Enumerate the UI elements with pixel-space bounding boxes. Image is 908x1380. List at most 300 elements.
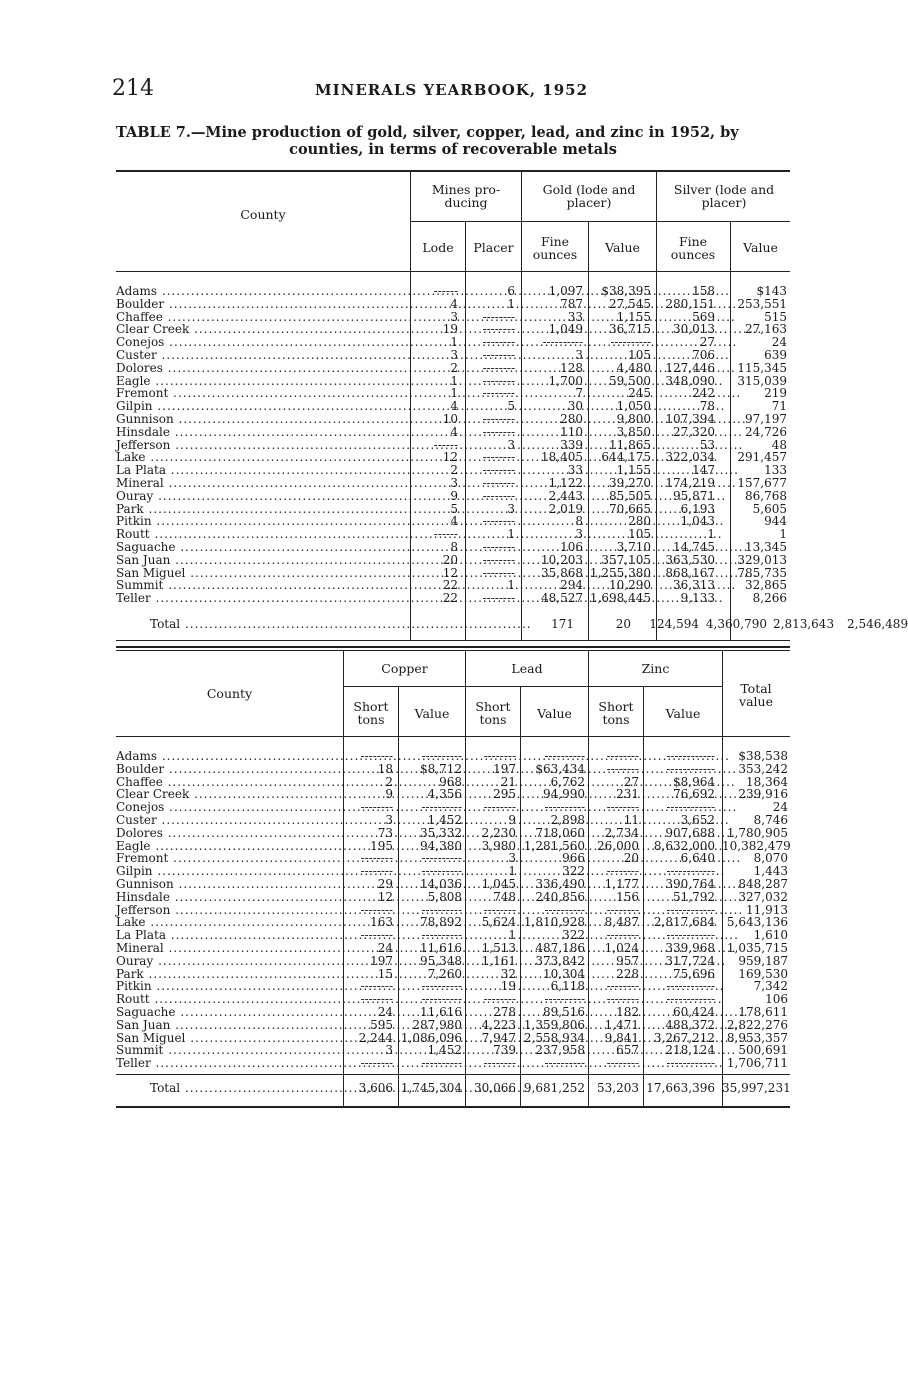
cell-gold-ounces: 7: [575, 386, 583, 401]
table-row: [116, 1019, 790, 1032]
county-name: Summit .....: [116, 579, 408, 592]
cell-zinc-tons: --------: [606, 761, 639, 776]
table-row: [116, 750, 790, 763]
county-name: Conejos .....: [116, 801, 341, 814]
table-row: [116, 942, 790, 955]
cell-total-value: 106: [765, 992, 788, 1007]
county-name: Pitkin .....: [116, 980, 341, 993]
county-name: La Plata .....: [116, 464, 408, 477]
cell-gold-value: 36,715: [609, 322, 651, 337]
cell-copper-tons: --------: [360, 992, 393, 1007]
county-name: Gunnison .....: [116, 413, 408, 426]
cell-copper-tons: --------: [360, 1056, 393, 1071]
county-name: Ouray .....: [116, 955, 341, 968]
t1-total-lode: 171: [551, 617, 574, 631]
t2-header-lead: Lead: [511, 661, 543, 676]
table-row: [116, 763, 790, 776]
county-name: Lake .....: [116, 451, 408, 464]
cell-zinc-tons: 156: [616, 889, 639, 904]
cell-placer: 1: [507, 578, 515, 593]
cell-lead-value: 89,516: [543, 1004, 585, 1019]
cell-copper-tons: --------: [360, 928, 393, 943]
cell-total-value: 353,242: [738, 761, 788, 776]
cell-placer: --------: [482, 309, 515, 324]
cell-total-value: 178,611: [738, 1004, 788, 1019]
table-row: [116, 878, 790, 891]
cell-gold-ounces: 1,049: [548, 322, 583, 337]
cell-silver-ounces: 27: [699, 335, 715, 350]
cell-silver-value: 133: [764, 463, 787, 478]
cell-lead-tons: 748: [493, 889, 516, 904]
cell-copper-tons: --------: [360, 749, 393, 763]
cell-lode: 22: [442, 578, 458, 593]
cell-gold-value: 1,155: [616, 463, 651, 478]
t2-total-cu-tons: 3,606: [358, 1081, 393, 1095]
caption-line-1: TABLE 7.—Mine production of gold, silver, copper, lead, and zinc in 1952, by: [116, 124, 739, 141]
cell-zinc-value: 6,640: [680, 851, 715, 866]
cell-gold-value: 1,155: [616, 309, 651, 324]
cell-total-value: 2,822,276: [726, 1017, 788, 1032]
t1-total-gold-value: 4,360,790: [705, 617, 767, 631]
cell-lead-value: 2,558,934: [523, 1030, 585, 1045]
t2-header-total-value: Total value: [739, 681, 773, 709]
cell-copper-value: 1,086,096: [400, 1030, 462, 1045]
county-name: Park .....: [116, 503, 408, 516]
cell-lead-value: 1,359,806: [523, 1017, 585, 1032]
cell-silver-value: 24: [771, 335, 787, 350]
t2-header-cu-value: Value: [414, 706, 450, 721]
cell-copper-tons: --------: [360, 800, 393, 815]
county-name: Teller .....: [116, 1057, 341, 1070]
cell-lead-value: ----------: [544, 749, 585, 763]
cell-total-value: 327,032: [738, 889, 788, 904]
cell-silver-ounces: 174,219: [665, 475, 715, 490]
cell-gold-ounces: 8: [575, 514, 583, 529]
cell-copper-value: 94,380: [420, 838, 462, 853]
cell-copper-value: ----------: [421, 1056, 462, 1071]
cell-silver-value: 86,768: [745, 488, 787, 503]
table2-bottom-rule: [116, 1074, 790, 1075]
cell-placer: --------: [482, 373, 515, 388]
cell-copper-value: 968: [439, 774, 462, 789]
cell-lead-tons: 1,161: [481, 953, 516, 968]
cell-lead-tons: 278: [493, 1004, 516, 1019]
cell-copper-value: 4,356: [427, 787, 462, 802]
cell-lead-value: 322: [562, 928, 585, 943]
cell-lode: ------: [433, 284, 458, 298]
cell-lead-tons: 1: [508, 864, 516, 879]
cell-gold-value: 105: [628, 347, 651, 362]
cell-copper-tons: 2,244: [358, 1030, 393, 1045]
cell-zinc-tons: 11: [623, 812, 639, 827]
cell-silver-ounces: 706: [692, 347, 715, 362]
county-name: Dolores .....: [116, 827, 341, 840]
cell-gold-value: 644,175: [601, 450, 651, 465]
cell-lode: 9: [450, 488, 458, 503]
cell-placer: 3: [507, 501, 515, 516]
cell-lode: 12: [442, 450, 458, 465]
table-row: [116, 1057, 790, 1070]
table-row: [116, 891, 790, 904]
table2-total-row: [116, 1081, 790, 1095]
t2-total-pb-value: 9,681,252: [523, 1081, 585, 1095]
county-name: Summit .....: [116, 1044, 341, 1057]
cell-total-value: 239,916: [738, 787, 788, 802]
cell-lead-tons: 1: [508, 928, 516, 943]
cell-placer: --------: [482, 565, 515, 580]
cell-lead-tons: 5,624: [481, 915, 516, 930]
cell-lead-tons: 739: [493, 1043, 516, 1058]
cell-copper-tons: 24: [377, 1004, 393, 1019]
cell-silver-value: 639: [764, 347, 787, 362]
cell-silver-value: 115,345: [737, 360, 787, 375]
cell-total-value: 7,342: [753, 979, 788, 994]
county-name: Gilpin .....: [116, 865, 341, 878]
cell-gold-value: $38,395: [601, 284, 651, 298]
cell-zinc-tons: 9,841: [604, 1030, 639, 1045]
t2-header-zinc: Zinc: [641, 661, 670, 676]
cell-lode: 3: [450, 347, 458, 362]
cell-gold-ounces: 787: [560, 296, 583, 311]
cell-copper-tons: 595: [370, 1017, 393, 1032]
cell-lead-tons: 295: [493, 787, 516, 802]
cell-zinc-tons: --------: [606, 928, 639, 943]
cell-gold-ounces: 106: [560, 539, 583, 554]
t2-total-zn-tons: 53,203: [597, 1081, 639, 1095]
table1-total-row: [116, 617, 908, 631]
cell-zinc-value: 907,688: [665, 825, 715, 840]
cell-silver-value: 13,345: [745, 539, 787, 554]
cell-lead-tons: 3,980: [481, 838, 516, 853]
cell-lead-value: 1,281,560: [523, 838, 585, 853]
cell-silver-ounces: 36,313: [673, 578, 715, 593]
cell-lead-tons: 9: [508, 812, 516, 827]
t2-total-pb-tons: 30,066: [474, 1081, 516, 1095]
cell-zinc-tons: 957: [616, 953, 639, 968]
cell-silver-value: 329,013: [737, 552, 787, 567]
cell-zinc-value: ------------: [666, 992, 715, 1007]
cell-zinc-tons: 228: [616, 966, 639, 981]
table2-body: [116, 750, 790, 1070]
cell-lead-tons: 19: [500, 979, 516, 994]
cell-copper-value: 11,616: [420, 940, 462, 955]
t1-header-silver-oz: Fine ounces: [670, 234, 716, 262]
cell-silver-value: 157,677: [737, 475, 787, 490]
county-name: San Miguel .....: [116, 1032, 341, 1045]
cell-copper-value: 1,452: [427, 812, 462, 827]
table-row: [116, 814, 790, 827]
cell-zinc-tons: --------: [606, 1056, 639, 1071]
cell-lode: 1: [450, 386, 458, 401]
cell-lead-tons: --------: [483, 902, 516, 917]
t2-header-cu-tons: Short tons: [353, 699, 389, 727]
county-name: Park .....: [116, 968, 341, 981]
cell-copper-value: ----------: [421, 979, 462, 994]
cell-lead-value: 94,990: [543, 787, 585, 802]
cell-gold-value: 357,105: [601, 552, 651, 567]
cell-gold-value: 4,480: [616, 360, 651, 375]
county-name: Chaffee .....: [116, 311, 408, 324]
cell-gold-value: 1,255,380: [589, 565, 651, 580]
county-name: Jefferson .....: [116, 439, 408, 452]
cell-zinc-value: ------------: [666, 749, 715, 763]
cell-placer: --------: [482, 411, 515, 426]
cell-copper-tons: 24: [377, 940, 393, 955]
cell-copper-value: ----------: [421, 864, 462, 879]
cell-placer: --------: [482, 424, 515, 439]
table1-end-rule: [116, 646, 790, 648]
t1-header-gold-oz: Fine ounces: [532, 234, 578, 262]
cell-gold-ounces: 1,122: [548, 475, 583, 490]
cell-copper-value: 7,260: [427, 966, 462, 981]
cell-zinc-value: ------------: [666, 979, 715, 994]
cell-zinc-value: 75,696: [673, 966, 715, 981]
cell-copper-value: 5,808: [427, 889, 462, 904]
cell-lode: 3: [450, 475, 458, 490]
table1-top-rule: [116, 170, 790, 172]
t1-total-silver-oz: 2,813,643: [773, 617, 835, 631]
county-name: Mineral .....: [116, 942, 341, 955]
t1-header-county: County: [240, 207, 286, 222]
cell-placer: --------: [482, 335, 515, 350]
county-name: Eagle .....: [116, 840, 341, 853]
cell-lead-value: $63,434: [535, 761, 585, 776]
cell-zinc-tons: --------: [606, 902, 639, 917]
t2-total-value: 35,997,231: [722, 1081, 791, 1095]
cell-copper-tons: 3: [385, 812, 393, 827]
cell-lead-tons: 7,947: [481, 1030, 516, 1045]
cell-zinc-tons: 20: [623, 851, 639, 866]
cell-lead-value: 322: [562, 864, 585, 879]
t2-header-pb-tons: Short tons: [475, 699, 511, 727]
cell-copper-value: 287,980: [412, 1017, 462, 1032]
cell-lead-tons: --------: [483, 992, 516, 1007]
county-name: Clear Creek .....: [116, 788, 341, 801]
cell-lode: 12: [442, 565, 458, 580]
cell-placer: 5: [507, 399, 515, 414]
cell-zinc-tons: 2,734: [604, 825, 639, 840]
cell-zinc-value: 51,792: [673, 889, 715, 904]
cell-zinc-tons: 1,024: [604, 940, 639, 955]
cell-silver-value: 48: [771, 437, 787, 452]
cell-lode: 3: [450, 309, 458, 324]
cell-copper-tons: 15: [377, 966, 393, 981]
cell-placer: --------: [482, 539, 515, 554]
t1-header-lode: Lode: [422, 240, 454, 255]
cell-gold-ounces: 3: [575, 347, 583, 362]
table-row: [116, 1006, 790, 1019]
cell-gold-ounces: 280: [560, 411, 583, 426]
cell-lead-tons: --------: [483, 749, 516, 763]
table-row: [116, 955, 790, 968]
cell-silver-ounces: 95,871: [673, 488, 715, 503]
county-name: Fremont .....: [116, 852, 341, 865]
cell-lode: 4: [450, 399, 458, 414]
cell-zinc-value: ------------: [666, 928, 715, 943]
cell-copper-tons: 163: [370, 915, 393, 930]
county-name: Gilpin .....: [116, 400, 408, 413]
cell-lead-tons: --------: [483, 800, 516, 815]
cell-lode: 4: [450, 514, 458, 529]
caption-line-2: counties, in terms of recoverable metals: [289, 141, 617, 158]
table-row: [116, 285, 790, 298]
cell-silver-ounces: 1: [707, 527, 715, 542]
cell-lode: 4: [450, 296, 458, 311]
cell-zinc-tons: --------: [606, 864, 639, 879]
cell-lead-tons: 3: [508, 851, 516, 866]
cell-gold-ounces: 18,405: [541, 450, 583, 465]
cell-lead-value: 487,186: [535, 940, 585, 955]
t1-header-silver-value: Value: [743, 240, 778, 255]
county-name: Mineral .....: [116, 477, 408, 490]
cell-lead-value: 6,118: [550, 979, 585, 994]
cell-silver-value: 291,457: [737, 450, 787, 465]
cell-gold-ounces: 339: [560, 437, 583, 452]
cell-lode: 19: [442, 322, 458, 337]
t1-header-gold-value: Value: [605, 240, 640, 255]
cell-gold-ounces: 2,443: [548, 488, 583, 503]
cell-gold-ounces: 35,868: [541, 565, 583, 580]
county-name: Hinsdale .....: [116, 891, 341, 904]
cell-lead-value: ----------: [544, 902, 585, 917]
cell-copper-value: 95,348: [420, 953, 462, 968]
cell-silver-value: 315,039: [737, 373, 787, 388]
cell-zinc-value: 3,267,212: [653, 1030, 715, 1045]
county-name: Fremont .....: [116, 387, 408, 400]
cell-lead-tons: 1,513: [481, 940, 516, 955]
cell-gold-ounces: 33: [567, 309, 583, 324]
cell-zinc-value: 390,764: [665, 876, 715, 891]
county-name: San Juan .....: [116, 1019, 341, 1032]
cell-gold-value: 3,850: [616, 424, 651, 439]
cell-total-value: 5,643,136: [726, 915, 788, 930]
cell-silver-ounces: 30,013: [673, 322, 715, 337]
cell-silver-ounces: 147: [692, 463, 715, 478]
cell-lead-value: 966: [562, 851, 585, 866]
cell-placer: 6: [507, 284, 515, 298]
table1-header-rule: [116, 271, 790, 272]
cell-silver-ounces: 127,446: [665, 360, 715, 375]
county-name: Saguache .....: [116, 1006, 341, 1019]
cell-silver-ounces: 868,167: [665, 565, 715, 580]
cell-zinc-tons: 231: [616, 787, 639, 802]
table-row: [116, 592, 790, 605]
cell-placer: --------: [482, 463, 515, 478]
cell-lead-value: 240,856: [535, 889, 585, 904]
cell-total-value: 24: [772, 800, 788, 815]
county-name: Ouray .....: [116, 490, 408, 503]
cell-gold-value: 59,500: [609, 373, 651, 388]
cell-total-value: 8,953,357: [726, 1030, 788, 1045]
cell-lead-value: 1,810,928: [523, 915, 585, 930]
county-name: Gunnison .....: [116, 878, 341, 891]
cell-silver-value: 24,726: [745, 424, 787, 439]
cell-silver-value: 97,197: [745, 411, 787, 426]
table-caption: [116, 124, 790, 158]
cell-total-value: 848,287: [738, 876, 788, 891]
cell-silver-value: 5,605: [752, 501, 787, 516]
cell-zinc-tons: --------: [606, 749, 639, 763]
cell-silver-value: 8,266: [752, 591, 787, 606]
cell-placer: --------: [482, 514, 515, 529]
page-header: [112, 76, 792, 106]
cell-total-value: 169,530: [738, 966, 788, 981]
t1-total-silver-value: 2,546,489: [847, 617, 908, 631]
cell-lead-value: 2,898: [550, 812, 585, 827]
cell-zinc-tons: --------: [606, 992, 639, 1007]
cell-copper-value: 14,036: [420, 876, 462, 891]
cell-placer: 1: [507, 296, 515, 311]
cell-zinc-tons: 27: [623, 774, 639, 789]
cell-gold-value: 9,800: [616, 411, 651, 426]
cell-zinc-tons: 8,487: [604, 915, 639, 930]
t2-header-county: County: [206, 686, 253, 701]
cell-zinc-value: 3,652: [680, 812, 715, 827]
table2-subheader-rule: [343, 686, 723, 687]
cell-zinc-value: 218,124: [665, 1043, 715, 1058]
cell-lead-value: 373,842: [535, 953, 585, 968]
cell-zinc-tons: --------: [606, 979, 639, 994]
cell-placer: --------: [482, 450, 515, 465]
cell-lead-value: 10,304: [543, 966, 585, 981]
cell-zinc-value: 60,424: [673, 1004, 715, 1019]
cell-gold-ounces: 128: [560, 360, 583, 375]
cell-gold-value: 1,698,445: [589, 591, 651, 606]
cell-copper-tons: 3: [385, 1043, 393, 1058]
table-row: [116, 554, 790, 567]
cell-copper-tons: 12: [377, 889, 393, 904]
cell-zinc-tons: 182: [616, 1004, 639, 1019]
cell-copper-tons: 195: [370, 838, 393, 853]
cell-copper-tons: --------: [360, 851, 393, 866]
cell-silver-ounces: 6,193: [680, 501, 715, 516]
cell-silver-ounces: 9,133: [680, 591, 715, 606]
cell-copper-value: 11,616: [420, 1004, 462, 1019]
table1-body: [116, 285, 790, 605]
cell-silver-value: 32,865: [745, 578, 787, 593]
cell-lead-tons: 4,223: [481, 1017, 516, 1032]
t1-total-label: Total .....: [150, 617, 408, 631]
cell-zinc-value: ------------: [666, 902, 715, 917]
county-name: Adams .....: [116, 750, 341, 763]
cell-silver-value: 1: [779, 527, 787, 542]
county-name: Conejos .....: [116, 336, 408, 349]
cell-lode: 5: [450, 501, 458, 516]
t2-header-copper: Copper: [381, 661, 428, 676]
cell-silver-ounces: 14,745: [673, 539, 715, 554]
cell-zinc-tons: 657: [616, 1043, 639, 1058]
cell-zinc-value: 339,968: [665, 940, 715, 955]
county-name: San Juan .....: [116, 554, 408, 567]
cell-gold-value: 11,865: [609, 437, 651, 452]
cell-copper-tons: --------: [360, 864, 393, 879]
county-name: Lake .....: [116, 916, 341, 929]
table2-header-rule: [116, 736, 790, 737]
cell-placer: 3: [507, 437, 515, 452]
cell-lead-value: 6,762: [550, 774, 585, 789]
cell-silver-ounces: 280,151: [665, 296, 715, 311]
county-name: Hinsdale .....: [116, 426, 408, 439]
cell-lode: 10: [442, 411, 458, 426]
table2-top-rule: [116, 650, 790, 651]
cell-copper-tons: --------: [360, 979, 393, 994]
cell-copper-tons: 73: [377, 825, 393, 840]
table2-end-rule: [116, 1106, 790, 1108]
cell-silver-value: 27,163: [745, 322, 787, 337]
table1-bottom-rule: [116, 640, 790, 641]
cell-copper-value: ----------: [421, 992, 462, 1007]
cell-total-value: 1,706,711: [726, 1056, 788, 1071]
